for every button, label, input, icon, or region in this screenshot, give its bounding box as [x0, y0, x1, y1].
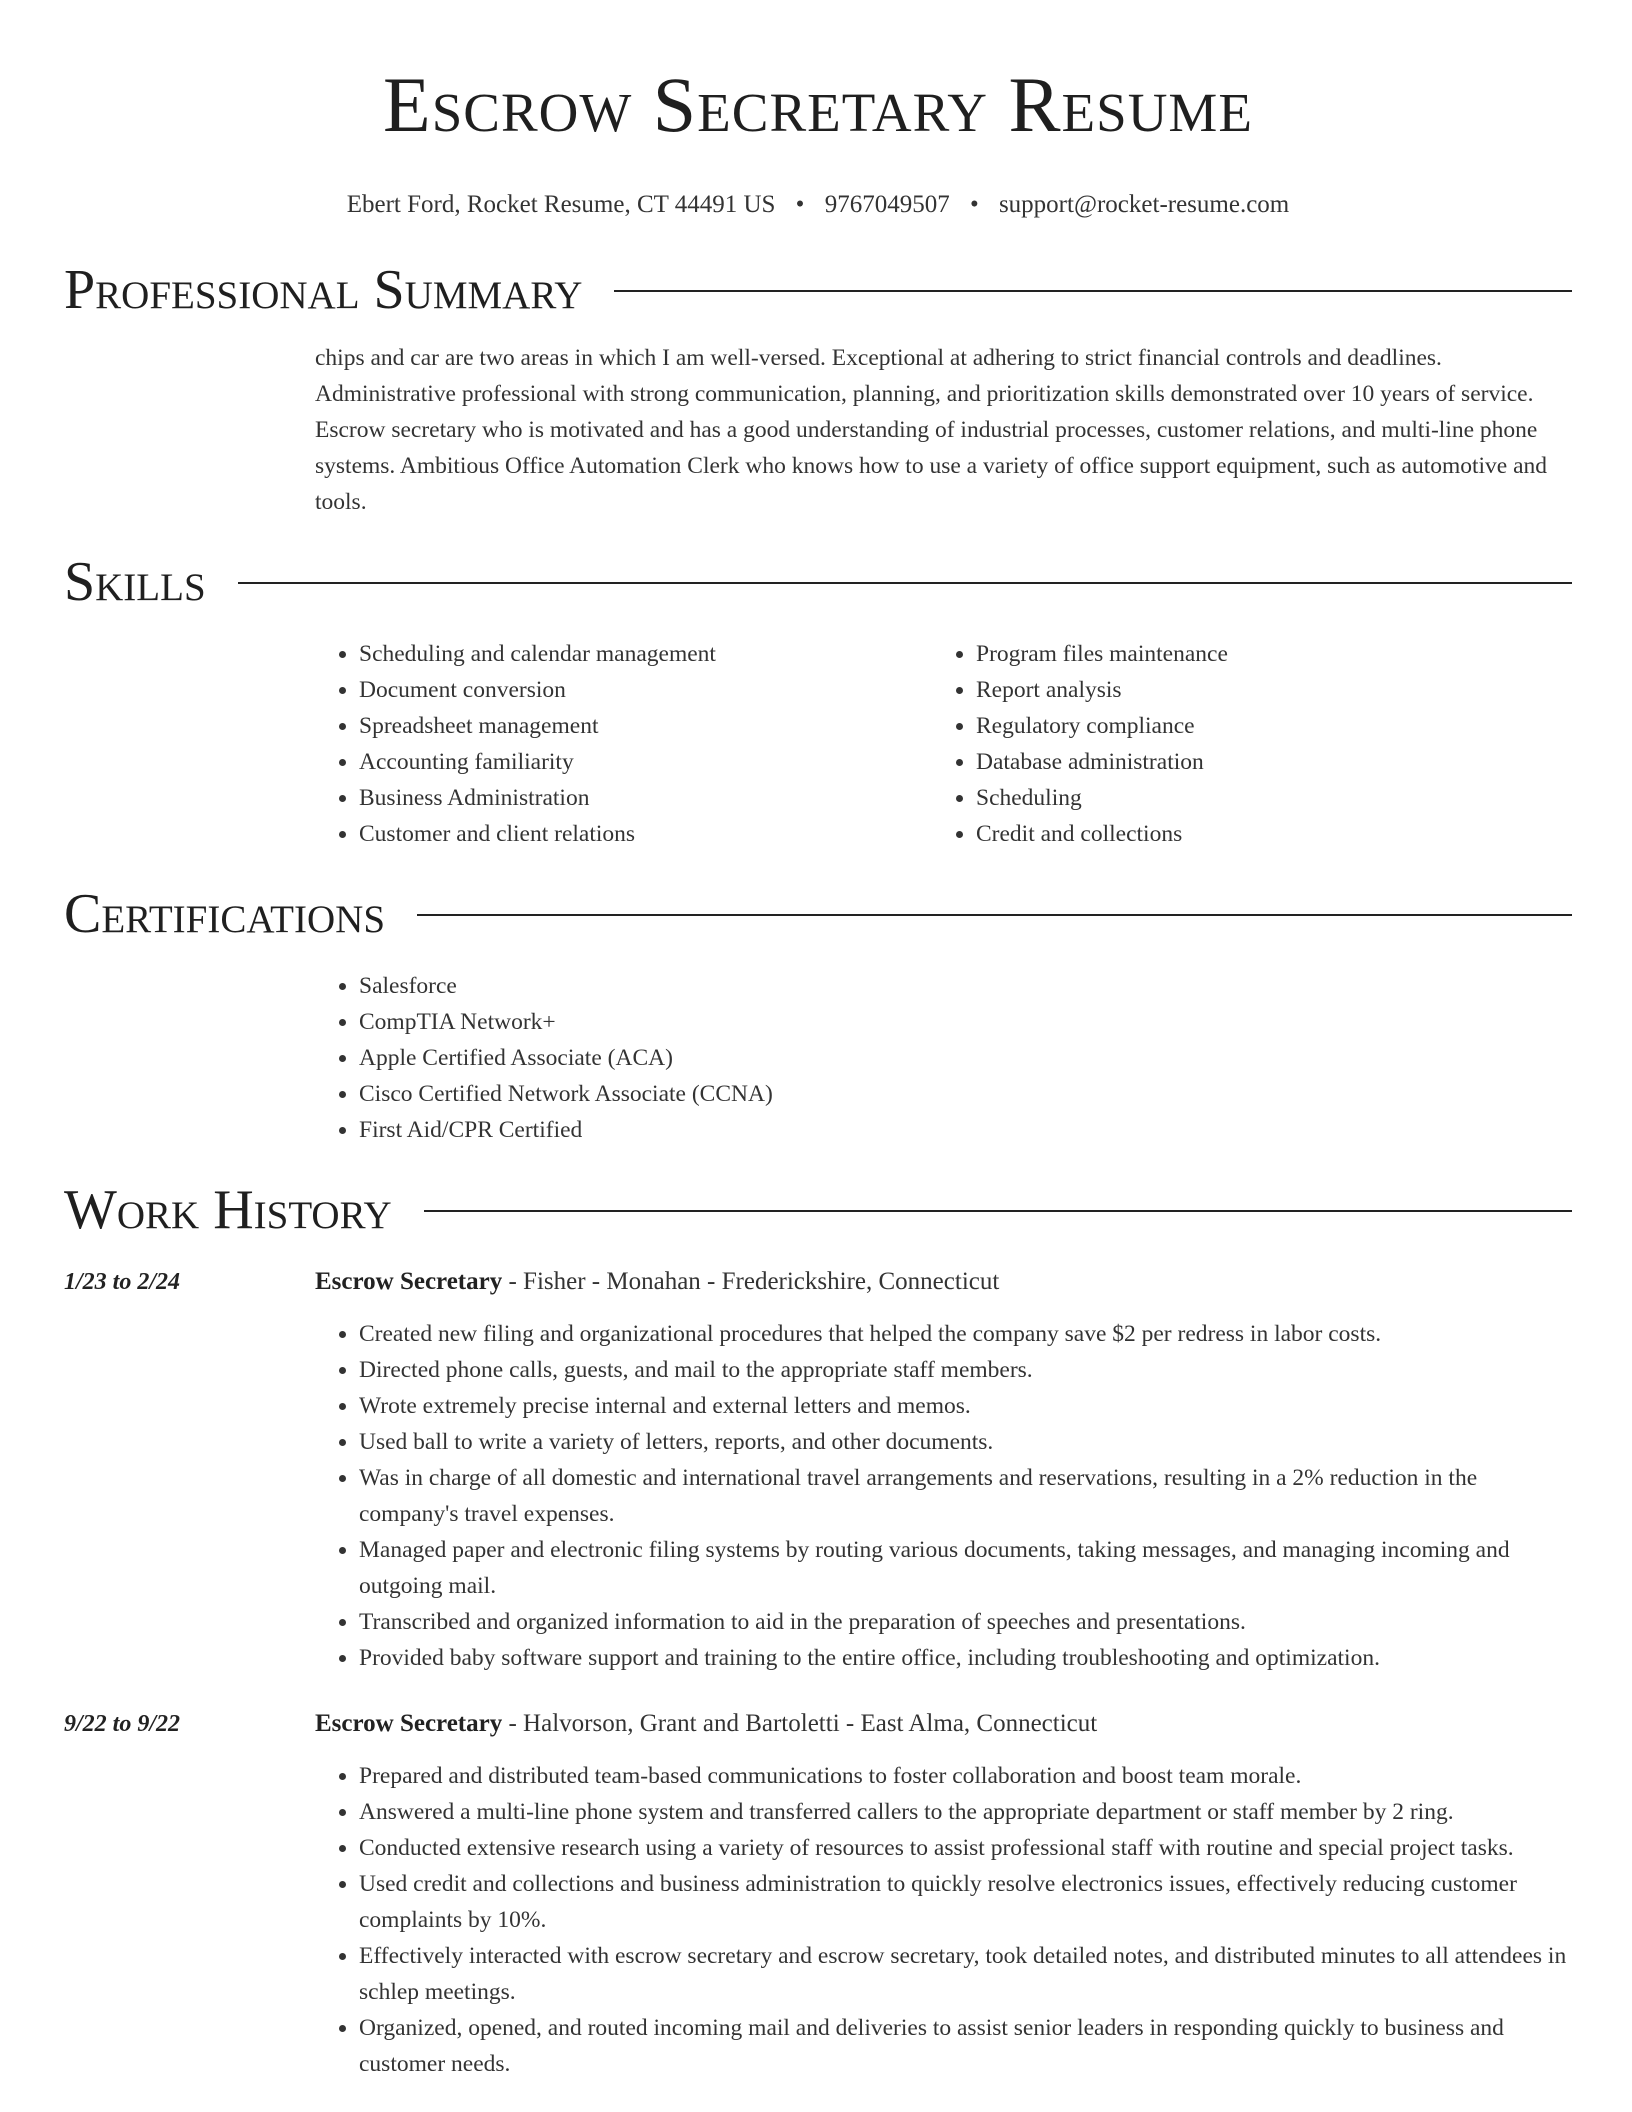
work-history-list: [64, 1264, 1572, 2082]
job-entry: [64, 1264, 1572, 1676]
skill-item: • Document conversion: [359, 672, 932, 708]
job-responsibilities: [315, 1316, 1572, 1676]
skill-item: • Scheduling: [976, 780, 1549, 816]
certification-item: • First Aid/CPR Certified: [359, 1112, 1572, 1148]
responsibility-item: • Directed phone calls, guests, and mail to the appropriate staff members.: [359, 1352, 1572, 1388]
certification-item: • CompTIA Network+: [359, 1004, 1572, 1040]
contact-address: Ebert Ford, Rocket Resume, CT 44491 US: [346, 191, 776, 218]
responsibility-item: • Used ball to write a variety of letters, reports, and other documents.: [359, 1424, 1572, 1460]
skills-list-left: [315, 636, 932, 852]
responsibility-item: • Organized, opened, and routed incoming mail and deliveries to assist senior leaders in responding quickly to business and customer needs.: [359, 2010, 1572, 2082]
job-company-location: - Halvorson, Grant and Bartoletti - East Alma, Connecticut: [502, 1710, 1098, 1737]
summary-text: chips and car are two areas in which I am well-versed. Exceptional at adhering to strict financial controls and deadlines. Administrative professional with strong communication, planning, and prioritization skills demonstrated over 10 years of service. Escrow secretary who is motivated and has a good understanding of industrial processes, customer relations, and multi-line phone systems. Ambitious Office Automation Clerk who knows how to use a variety of office support equipment, such as automotive and tools.: [315, 345, 1548, 515]
job-company-location: - Fisher - Monahan - Frederickshire, Connecticut: [502, 1268, 1000, 1295]
skills-list-right: [932, 636, 1549, 852]
certification-item: • Apple Certified Associate (ACA): [359, 1040, 1572, 1076]
job-title: Escrow Secretary: [315, 1268, 503, 1295]
page-title: Escrow Secretary Resume: [383, 61, 1253, 148]
responsibility-item: • Answered a multi-line phone system and transferred callers to the appropriate department or staff member by 2 ring.: [359, 1794, 1572, 1830]
skill-item: • Scheduling and calendar management: [359, 636, 932, 672]
section-divider: [417, 914, 1572, 916]
skill-item: • Database administration: [976, 744, 1549, 780]
responsibility-item: • Effectively interacted with escrow secretary and escrow secretary, took detailed notes, and distributed minutes to all attendees in schlep meetings.: [359, 1938, 1572, 2010]
job-title: Escrow Secretary: [315, 1710, 503, 1737]
job-body: [315, 1264, 1572, 1676]
job-responsibilities: [315, 1758, 1572, 2082]
skills-column-left: [315, 636, 932, 852]
skill-item: • Regulatory compliance: [976, 708, 1549, 744]
certification-item: • Salesforce: [359, 968, 1572, 1004]
skill-item: • Credit and collections: [976, 816, 1549, 852]
skills-column-right: [932, 636, 1549, 852]
job-dates: 9/22 to 9/22: [64, 1711, 181, 1737]
certifications-heading: Certifications: [64, 883, 386, 945]
contact-separator: •: [795, 191, 805, 218]
responsibility-item: • Prepared and distributed team-based communications to foster collaboration and boost team morale.: [359, 1758, 1572, 1794]
responsibility-item: • Transcribed and organized information to aid in the preparation of speeches and presentations.: [359, 1604, 1572, 1640]
contact-line: [64, 190, 1572, 220]
responsibility-item: • Was in charge of all domestic and international travel arrangements and reservations, resulting in a 2% reduction in the company's travel expenses.: [359, 1460, 1572, 1532]
responsibility-item: • Provided baby software support and training to the entire office, including troubleshooting and optimization.: [359, 1640, 1572, 1676]
skills-heading: Skills: [64, 551, 206, 613]
contact-separator: •: [969, 191, 979, 218]
responsibility-item: • Conducted extensive research using a variety of resources to assist professional staff with routine and special project tasks.: [359, 1830, 1572, 1866]
skills-section-header: [64, 550, 1572, 614]
summary-heading: Professional Summary: [64, 259, 583, 321]
responsibility-item: • Created new filing and organizational procedures that helped the company save $2 per redress in labor costs.: [359, 1316, 1572, 1352]
skills-grid: [315, 636, 1572, 852]
section-divider: [238, 582, 1572, 584]
job-heading: [315, 1264, 1572, 1300]
skill-item: • Report analysis: [976, 672, 1549, 708]
skill-item: • Spreadsheet management: [359, 708, 932, 744]
section-divider: [614, 290, 1572, 292]
skill-item: • Program files maintenance: [976, 636, 1549, 672]
job-entry: [64, 1706, 1572, 2082]
job-heading: [315, 1706, 1572, 1742]
certification-item: • Cisco Certified Network Associate (CCNA): [359, 1076, 1572, 1112]
job-dates: 1/23 to 2/24: [64, 1269, 181, 1295]
summary-section-header: [64, 258, 1572, 322]
responsibility-item: • Used credit and collections and business administration to quickly resolve electronics issues, effectively reducing customer complaints by 10%.: [359, 1866, 1572, 1938]
responsibility-item: • Wrote extremely precise internal and external letters and memos.: [359, 1388, 1572, 1424]
certifications-list: [315, 968, 1572, 1148]
work-history-heading: Work History: [64, 1179, 392, 1241]
certifications-block: [315, 968, 1572, 1148]
contact-email: support@rocket-resume.com: [998, 191, 1290, 218]
work-history-section-header: [64, 1178, 1572, 1242]
certifications-section-header: [64, 882, 1572, 946]
job-body: [315, 1706, 1572, 2082]
skill-item: • Customer and client relations: [359, 816, 932, 852]
responsibility-item: • Managed paper and electronic filing systems by routing various documents, taking messages, and managing incoming and outgoing mail.: [359, 1532, 1572, 1604]
skill-item: • Accounting familiarity: [359, 744, 932, 780]
skill-item: • Business Administration: [359, 780, 932, 816]
section-divider: [424, 1210, 1572, 1212]
contact-phone: 9767049507: [824, 191, 950, 218]
